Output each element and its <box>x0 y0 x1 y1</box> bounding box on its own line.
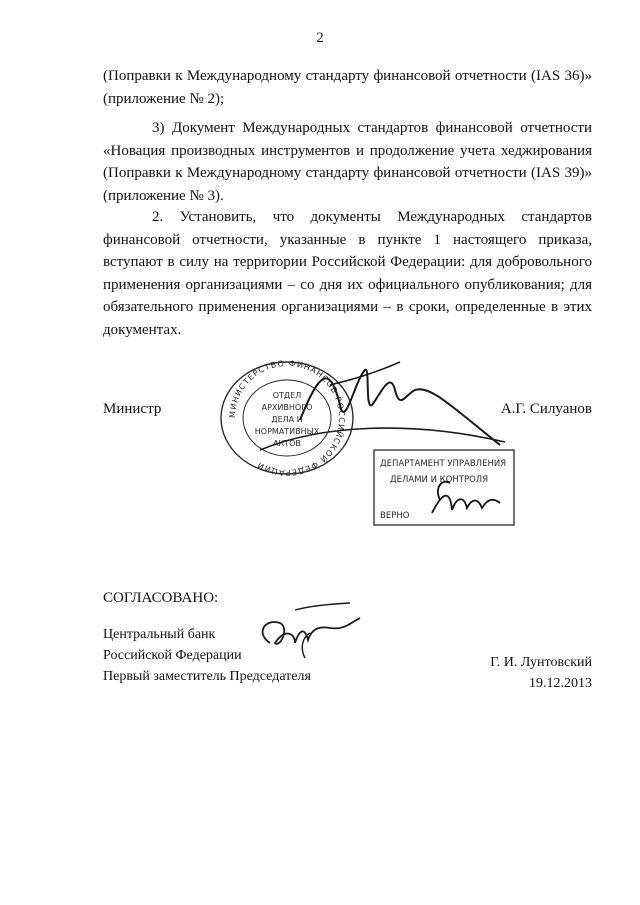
paragraph-text: (Поправки к Международному стандарту финансовой отчетности (IAS 36)» (приложение № 2); <box>103 68 592 107</box>
stamp-line: ОТДЕЛ <box>272 391 302 400</box>
org-line: Центральный банк <box>103 627 216 642</box>
certification-stamp <box>372 448 517 528</box>
paragraph-item-3 <box>103 117 592 207</box>
deputy-signature <box>250 598 365 668</box>
stamp-line: АРХИВНОГО <box>261 403 313 412</box>
stamp-line: ДЕЛА И <box>271 415 303 424</box>
stamp-line: ДЕПАРТАМЕНТ УПРАВЛЕНИЯ <box>380 459 507 469</box>
paragraph-continuation <box>103 65 592 110</box>
paragraph-text: 3) Документ Международных стандартов финансовой отчетности «Новация производных инструментов и продолжение учета хеджирования (Поправки к Международному стандарту финансовой отчетности (IAS 39)» (приложение № 3). <box>103 120 592 204</box>
signatory-title: Министр <box>103 401 162 417</box>
stamp-line: ДЕЛАМИ И КОНТРОЛЯ <box>390 475 489 485</box>
signatory-position: Первый заместитель Председателя <box>103 669 311 684</box>
stamp-line: ВЕРНО <box>380 511 410 521</box>
stamp-ring-text: МИНИСТЕРСТВО ФИНАНСОВ РОССИЙСКОЙ ФЕДЕРАЦИИ <box>227 358 347 478</box>
stamp-line: НОРМАТИВНЫХ <box>254 427 320 436</box>
deputy-name: Г. И. Лунтовский <box>490 655 592 670</box>
page-number: 2 <box>316 30 324 46</box>
paragraph-text: 2. Установить, что документы Международных стандартов финансовой отчетности, указанные в пункте 1 настоящего приказа, вступают в силу на территории Российской Федерации: для добровольного применения организациями – со дня их официального опубликования; для обязательного применения организациями – в сроки, определенные в этих документах. <box>103 209 592 338</box>
paragraph-clause-2 <box>103 206 592 341</box>
signature-date: 19.12.2013 <box>529 676 592 691</box>
org-line: Российской Федерации <box>103 648 242 663</box>
stamp-line: АКТОВ <box>273 439 301 448</box>
agreed-heading: СОГЛАСОВАНО: <box>103 590 219 606</box>
signatory-name: А.Г. Силуанов <box>500 401 592 417</box>
